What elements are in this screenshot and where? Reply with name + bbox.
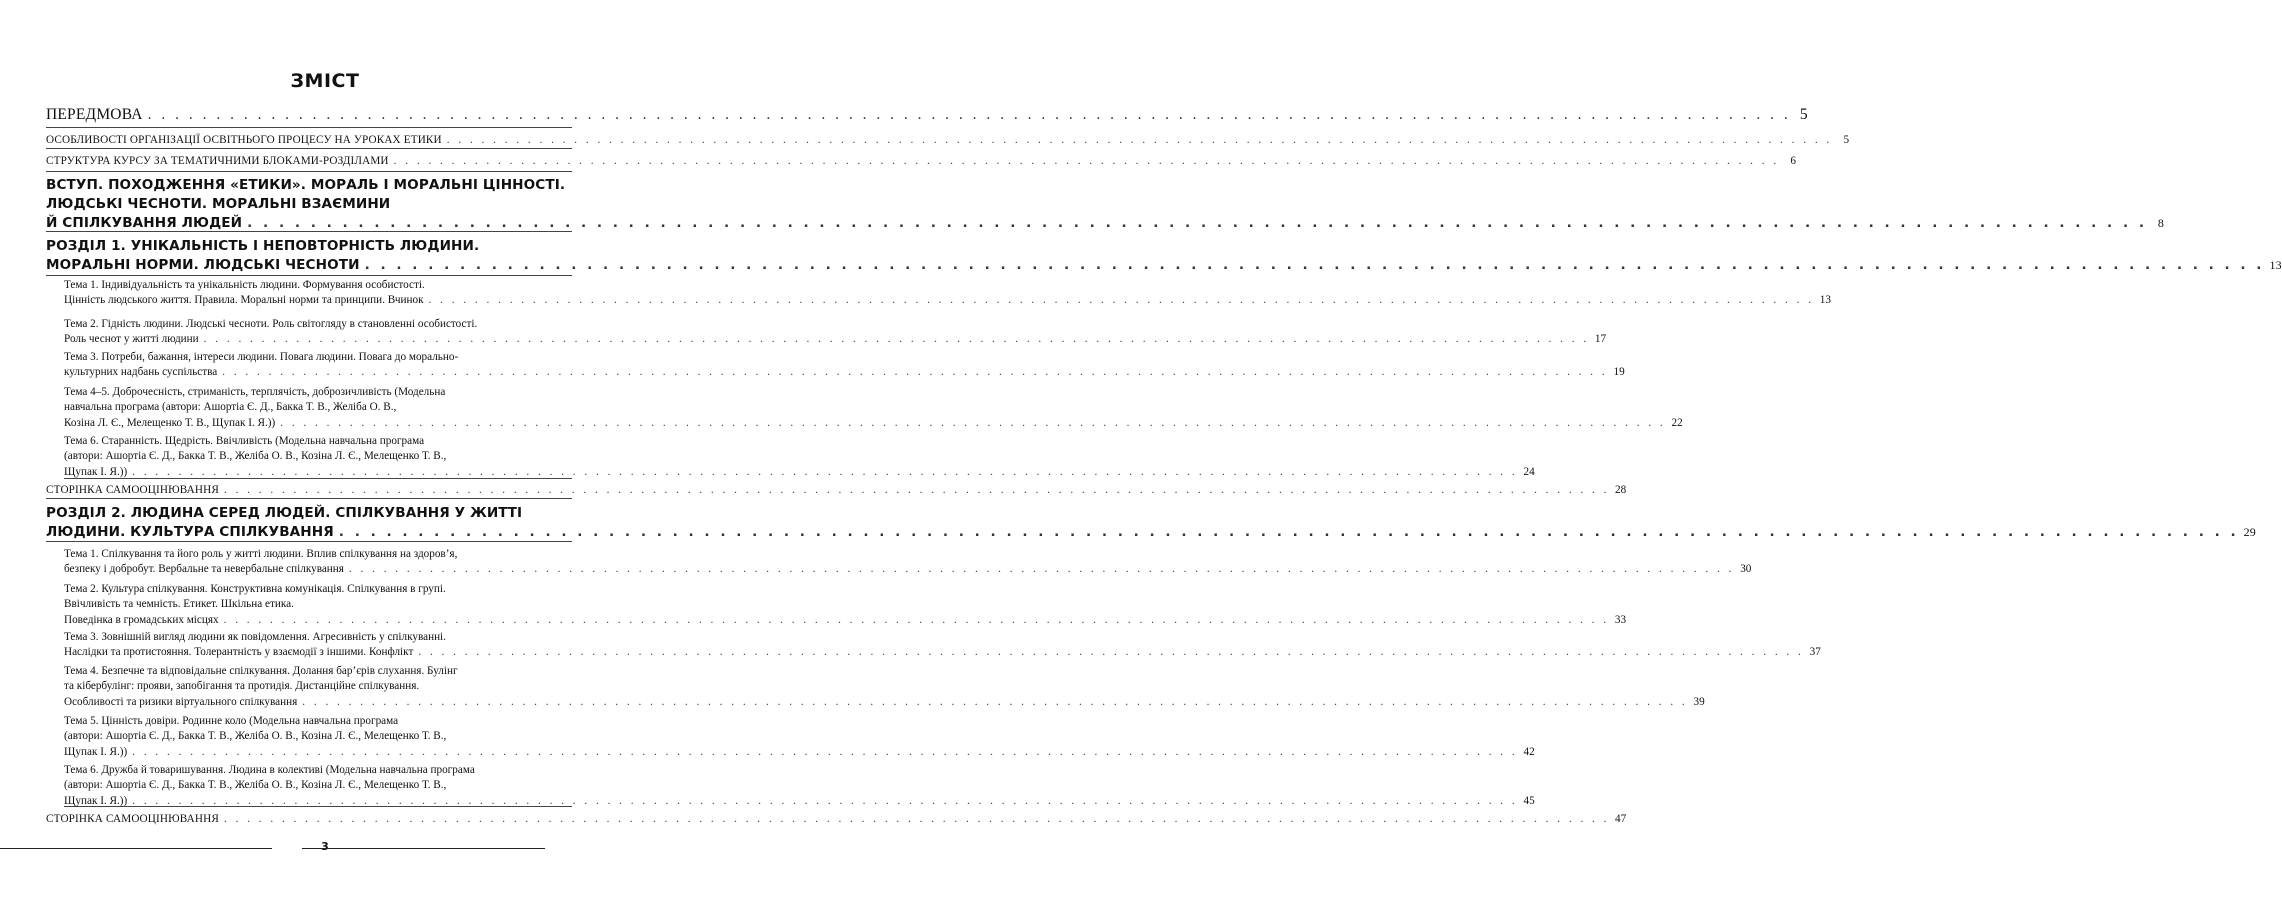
- toc-entry-text-line: Тема 2. Гідність людини. Людські чесноти. Роль світогляду в становленні особистості.: [64, 318, 478, 330]
- toc-entry-last-line: [64, 365, 1625, 380]
- toc-page-number: 47: [1614, 813, 1627, 825]
- dot-leader: . . . . . . . . . . . . . . . . . . . . . . . . . . . . . . . . . . . . . . . . . . . . . . . . . . . . . . . . . . . . . . . . . . . . . . . . . . . . . . . . . . . . . . . . . . . . . . . . . . . . . . . . . . . . . . . . . . . . . . . .: [280, 416, 1666, 429]
- toc-entry-last-line: [46, 256, 2282, 275]
- toc-page-number: 29: [2243, 525, 2256, 539]
- toc-entry-s1[interactable]: [46, 484, 1627, 496]
- toc-entry-e1[interactable]: [46, 106, 1808, 124]
- toc-entry-text-line: ЛЮДСЬКІ ЧЕСНОТИ. МОРАЛЬНІ ВЗАЄМИНИ: [46, 196, 391, 212]
- toc-entry-text-line: ПЕРЕДМОВА: [46, 106, 143, 123]
- toc-page-number: 22: [1671, 416, 1683, 429]
- toc-entry-last-line: [64, 332, 1607, 347]
- toc-entry-text-line: ОСОБЛИВОСТІ ОРГАНІЗАЦІЇ ОСВІТНЬОГО ПРОЦЕСУ НА УРОКАХ ЕТИКИ: [46, 134, 442, 146]
- dot-leader: . . . . . . . . . . . . . . . . . . . . . . . . . . . . . . . . . . . . . . . . . . . . . . . . . . . . . . . . . . . . . . . . . . . . . . . . . . . . . . . . . . . . . . . . . . . . . . . . . . . . . . . . . . . . . . . . . . . . . . . .: [132, 794, 1518, 807]
- toc-entry-last-line: [64, 695, 1705, 710]
- toc-page-number: 8: [2157, 216, 2165, 230]
- toc-entry-s2[interactable]: [46, 813, 1627, 825]
- toc-entry-u2[interactable]: [64, 582, 1627, 628]
- toc-page-number: 13: [2269, 258, 2282, 272]
- toc-page-number: 39: [1693, 695, 1705, 708]
- toc-entry-text-line: ВСТУП. ПОХОДЖЕННЯ «ЕТИКИ». МОРАЛЬ І МОРАЛЬНІ ЦІННОСТІ.: [46, 177, 566, 193]
- toc-page-number: 30: [1740, 563, 1752, 576]
- dot-leader: . . . . . . . . . . . . . . . . . . . . . . . . . . . . . . . . . . . . . . . . . . . . . . . . . . . . . . . . . . . . . . . . . . . . . . . . . . . . . . . . . . . . . . . . . . . . . . . . . . . . . . . . . . . . . . . . . . . . . . . .: [223, 613, 1610, 626]
- toc-entry-last-line: [64, 562, 1752, 577]
- toc-entry-text-line: Козіна Л. Є., Мелещенко Т. В., Щупак І. Я.)): [64, 416, 276, 429]
- toc-page-number: 37: [1809, 646, 1821, 659]
- footer-rule-right: [302, 848, 545, 849]
- toc-entry-text-line: Й СПІЛКУВАННЯ ЛЮДЕЙ: [46, 215, 243, 231]
- toc-entry-t1[interactable]: [64, 278, 1831, 309]
- dot-leader: . . . . . . . . . . . . . . . . . . . . . . . . . . . . . . . . . . . . . . . . . . . . . . . . . . . . . . . . . . . . . . . . . . . . . . . . . . . . . . . . . . . . . . . . . . . . . . . . . . . . . . . . . . . . . . . . . . . . . . . .: [348, 563, 1735, 576]
- toc-separator: [46, 275, 572, 276]
- toc-entry-text-line: та кібербулінг: прояви, запобігання та протидія. Дистанційне спілкування.: [64, 680, 420, 693]
- toc-entry-u3[interactable]: [64, 630, 1821, 661]
- toc-title: ЗМІСТ: [290, 70, 360, 92]
- toc-entry-e5[interactable]: [46, 237, 2282, 275]
- dot-leader: . . . . . . . . . . . . . . . . . . . . . . . . . . . . . . . . . . . . . . . . . . . . . . . . . . . . . . . . . . . . . . . . . . . . . . . . . . . . . . . . . . . . . . . . . . . . . . . . . . . . . . . . . . . . . . . . . . . . . . . .: [364, 257, 2265, 273]
- dot-leader: . . . . . . . . . . . . . . . . . . . . . . . . . . . . . . . . . . . . . . . . . . . . . . . . . . . . . . . . . . . . . . . . . . . . . . . . . . . . . . . . . . . . . . . . . . . . . . . . . . . . . . . . . . . . . . . . . . . . . . . .: [203, 333, 1590, 346]
- toc-page-number: 28: [1614, 484, 1627, 496]
- toc-entry-text-line: Тема 4. Безпечне та відповідальне спілкування. Долання бар’єрів слухання. Булінг: [64, 665, 458, 677]
- toc-separator: [46, 148, 572, 149]
- toc-entry-last-line: [46, 813, 1627, 825]
- toc-entry-e6[interactable]: [46, 504, 2256, 542]
- toc-entry-text-line: Щупак І. Я.)): [64, 794, 128, 807]
- toc-entry-last-line: [64, 794, 1535, 809]
- toc-entry-t6[interactable]: [64, 434, 1535, 480]
- toc-entry-text-line: культурних надбань суспільства: [64, 366, 218, 379]
- toc-page-number: 42: [1523, 745, 1535, 758]
- toc-entry-text-line: Поведінка в громадських місцях: [64, 613, 219, 626]
- toc-entry-t3[interactable]: [64, 350, 1625, 381]
- dot-leader: . . . . . . . . . . . . . . . . . . . . . . . . . . . . . . . . . . . . . . . . . . . . . . . . . . . . . . . . . . . . . . . . . . . . . . . . . . . . . . . . . . . . . . . . . . . . . . . . . . . . . . . . . . . . . . . . . . . . . . . .: [393, 155, 1780, 167]
- toc-entry-last-line: [46, 106, 1808, 124]
- dot-leader: . . . . . . . . . . . . . . . . . . . . . . . . . . . . . . . . . . . . . . . . . . . . . . . . . . . . . . . . . . . . . . . . . . . . . . . . . . . . . . . . . . . . . . . . . . . . . . . . . . . . . . . . . . . . . . . . . . . . . . . .: [302, 695, 1688, 708]
- toc-entry-last-line: [46, 523, 2256, 542]
- toc-entry-text-line: Тема 1. Спілкування та його роль у житті людини. Вплив спілкування на здоров’я,: [64, 548, 458, 560]
- toc-entry-e2[interactable]: [46, 134, 1850, 146]
- toc-page-number: 33: [1614, 613, 1627, 626]
- toc-entry-t45[interactable]: [64, 385, 1683, 431]
- toc-entry-last-line: [46, 214, 2165, 233]
- toc-entry-text-line: (автори: Ашортіа Є. Д., Бакка Т. В., Желіба О. В., Козіна Л. Є., Мелещенко Т. В.,: [64, 779, 447, 792]
- toc-entry-u5[interactable]: [64, 714, 1535, 760]
- toc-entry-text-line: Тема 4–5. Доброчесність, стриманість, терплячість, доброзичливість (Модельна: [64, 386, 446, 398]
- toc-page-number: 45: [1523, 794, 1535, 807]
- dot-leader: . . . . . . . . . . . . . . . . . . . . . . . . . . . . . . . . . . . . . . . . . . . . . . . . . . . . . . . . . . . . . . . . . . . . . . . . . . . . . . . . . . . . . . . . . . . . . . . . . . . . . . . . . . . . . . . . . . . . . . . .: [223, 813, 1610, 825]
- toc-page-number: 5: [1843, 134, 1850, 146]
- toc-separator: [46, 498, 572, 499]
- dot-leader: . . . . . . . . . . . . . . . . . . . . . . . . . . . . . . . . . . . . . . . . . . . . . . . . . . . . . . . . . . . . . . . . . . . . . . . . . . . . . . . . . . . . . . . . . . . . . . . . . . . . . . . . . . . . . . . . . . . . . . . .: [222, 366, 1608, 379]
- toc-entry-last-line: [46, 134, 1850, 146]
- toc-entry-text-line: ЛЮДИНИ. КУЛЬТУРА СПІЛКУВАННЯ: [46, 524, 334, 540]
- toc-entry-text-line: РОЗДІЛ 1. УНІКАЛЬНІСТЬ І НЕПОВТОРНІСТЬ ЛЮДИНИ.: [46, 238, 480, 254]
- dot-leader: . . . . . . . . . . . . . . . . . . . . . . . . . . . . . . . . . . . . . . . . . . . . . . . . . . . . . . . . . . . . . . . . . . . . . . . . . . . . . . . . . . . . . . . . . . . . . . . . . . . . . . . . . . . . . . . . . . . . . . . .: [428, 294, 1814, 307]
- toc-entry-text-line: Тема 5. Цінність довіри. Родинне коло (Модельна навчальна програма: [64, 715, 399, 727]
- toc-page-number: 24: [1523, 465, 1535, 478]
- dot-leader: . . . . . . . . . . . . . . . . . . . . . . . . . . . . . . . . . . . . . . . . . . . . . . . . . . . . . . . . . . . . . . . . . . . . . . . . . . . . . . . . . . . . . . . . . . . . . . . . . . . . . . . . . . . . . . . . . . . . . . . .: [418, 646, 1804, 659]
- toc-entry-text-line: Роль чеснот у житті людини: [64, 333, 199, 346]
- toc-entry-t2[interactable]: [64, 317, 1607, 348]
- toc-entry-text-line: Тема 1. Індивідуальність та унікальність людини. Формування особистості.: [64, 279, 425, 291]
- toc-entry-text-line: Особливості та ризики віртуального спілкування: [64, 695, 298, 708]
- toc-entry-text-line: Щупак І. Я.)): [64, 745, 128, 758]
- toc-entry-text-line: Цінність людського життя. Правила. Моральні норми та принципи. Вчинок: [64, 294, 424, 307]
- toc-entry-text-line: Тема 2. Культура спілкування. Конструктивна комунікація. Спілкування в групі.: [64, 583, 446, 595]
- toc-entry-text-line: безпеку і добробут. Вербальне та невербальне спілкування: [64, 563, 344, 576]
- toc-page-number: 19: [1613, 366, 1625, 379]
- toc-page-number: 6: [1790, 155, 1797, 167]
- toc-page-number: 13: [1819, 294, 1831, 307]
- toc-entry-text-line: РОЗДІЛ 2. ЛЮДИНА СЕРЕД ЛЮДЕЙ. СПІЛКУВАННЯ У ЖИТТІ: [46, 505, 523, 521]
- toc-entry-last-line: [64, 745, 1535, 760]
- toc-entry-text-line: Тема 6. Старанність. Щедрість. Ввічливість (Модельна навчальна програма: [64, 435, 425, 447]
- toc-page-number: 17: [1594, 333, 1607, 346]
- page-number: 3: [321, 840, 329, 853]
- dot-leader: . . . . . . . . . . . . . . . . . . . . . . . . . . . . . . . . . . . . . . . . . . . . . . . . . . . . . . . . . . . . . . . . . . . . . . . . . . . . . . . . . . . . . . . . . . . . . . . . . . . . . . . . . . . . . . . . . . . . . . . .: [247, 215, 2148, 231]
- toc-separator: [46, 171, 572, 172]
- toc-entry-text-line: (автори: Ашортіа Є. Д., Бакка Т. В., Желіба О. В., Козіна Л. Є., Мелещенко Т. В.,: [64, 450, 447, 463]
- toc-entry-text-line: (автори: Ашортіа Є. Д., Бакка Т. В., Желіба О. В., Козіна Л. Є., Мелещенко Т. В.,: [64, 730, 447, 743]
- dot-leader: . . . . . . . . . . . . . . . . . . . . . . . . . . . . . . . . . . . . . . . . . . . . . . . . . . . . . . . . . . . . . . . . . . . . . . . . . . . . . . . . . . . . . . . . . . . . . . . . . . . . . . . . . . . . . . . . . . . . . . . .: [147, 106, 1791, 123]
- toc-separator: [46, 127, 572, 128]
- toc-entry-last-line: [64, 293, 1831, 308]
- dot-leader: . . . . . . . . . . . . . . . . . . . . . . . . . . . . . . . . . . . . . . . . . . . . . . . . . . . . . . . . . . . . . . . . . . . . . . . . . . . . . . . . . . . . . . . . . . . . . . . . . . . . . . . . . . . . . . . . . . . . . . . .: [132, 465, 1518, 478]
- toc-entry-text-line: Тема 3. Потреби, бажання, інтереси людини. Повага людини. Повага до морально-: [64, 351, 459, 363]
- toc-entry-text-line: навчальна програма (автори: Ашортіа Є. Д., Бакка Т. В., Желіба О. В.,: [64, 401, 397, 414]
- toc-entry-last-line: [64, 645, 1821, 660]
- dot-leader: . . . . . . . . . . . . . . . . . . . . . . . . . . . . . . . . . . . . . . . . . . . . . . . . . . . . . . . . . . . . . . . . . . . . . . . . . . . . . . . . . . . . . . . . . . . . . . . . . . . . . . . . . . . . . . . . . . . . . . . .: [223, 484, 1610, 496]
- toc-entry-last-line: [64, 465, 1535, 480]
- toc-entry-e3[interactable]: [46, 155, 1797, 167]
- toc-entry-last-line: [64, 416, 1683, 431]
- toc-entry-text-line: Тема 6. Дружба й товаришування. Людина в колективі (Модельна навчальна програма: [64, 764, 475, 776]
- dot-leader: . . . . . . . . . . . . . . . . . . . . . . . . . . . . . . . . . . . . . . . . . . . . . . . . . . . . . . . . . . . . . . . . . . . . . . . . . . . . . . . . . . . . . . . . . . . . . . . . . . . . . . . . . . . . . . . . . . . . . . . .: [132, 745, 1518, 758]
- toc-entry-u6[interactable]: [64, 763, 1535, 809]
- toc-entry-text-line: Тема 3. Зовнішній вигляд людини як повідомлення. Агресивність у спілкуванні.: [64, 631, 446, 643]
- toc-entry-text-line: Наслідки та протистояння. Толерантність у взаємодії з іншими. Конфлікт: [64, 646, 414, 659]
- toc-entry-last-line: [46, 155, 1797, 167]
- toc-page-number: 5: [1799, 106, 1808, 123]
- dot-leader: . . . . . . . . . . . . . . . . . . . . . . . . . . . . . . . . . . . . . . . . . . . . . . . . . . . . . . . . . . . . . . . . . . . . . . . . . . . . . . . . . . . . . . . . . . . . . . . . . . . . . . . . . . . . . . . . . . . . . . . .: [338, 524, 2239, 540]
- toc-entry-text-line: СТРУКТУРА КУРСУ ЗА ТЕМАТИЧНИМИ БЛОКАМИ-РОЗДІЛАМИ: [46, 155, 389, 167]
- dot-leader: . . . . . . . . . . . . . . . . . . . . . . . . . . . . . . . . . . . . . . . . . . . . . . . . . . . . . . . . . . . . . . . . . . . . . . . . . . . . . . . . . . . . . . . . . . . . . . . . . . . . . . . . . . . . . . . . . . . . . . . .: [446, 134, 1833, 146]
- toc-entry-e4[interactable]: [46, 176, 2165, 233]
- toc-entry-text-line: СТОРІНКА САМООЦІНЮВАННЯ: [46, 813, 219, 825]
- toc-entry-u1[interactable]: [64, 547, 1752, 578]
- toc-entry-last-line: [46, 484, 1627, 496]
- toc-entry-text-line: МОРАЛЬНІ НОРМИ. ЛЮДСЬКІ ЧЕСНОТИ: [46, 257, 360, 273]
- toc-entry-text-line: Ввічливість та чемність. Етикет. Шкільна етика.: [64, 598, 294, 611]
- toc-entry-u4[interactable]: [64, 664, 1705, 710]
- toc-entry-text-line: СТОРІНКА САМООЦІНЮВАННЯ: [46, 484, 219, 496]
- toc-entry-text-line: Щупак І. Я.)): [64, 465, 128, 478]
- toc-entry-last-line: [64, 613, 1627, 628]
